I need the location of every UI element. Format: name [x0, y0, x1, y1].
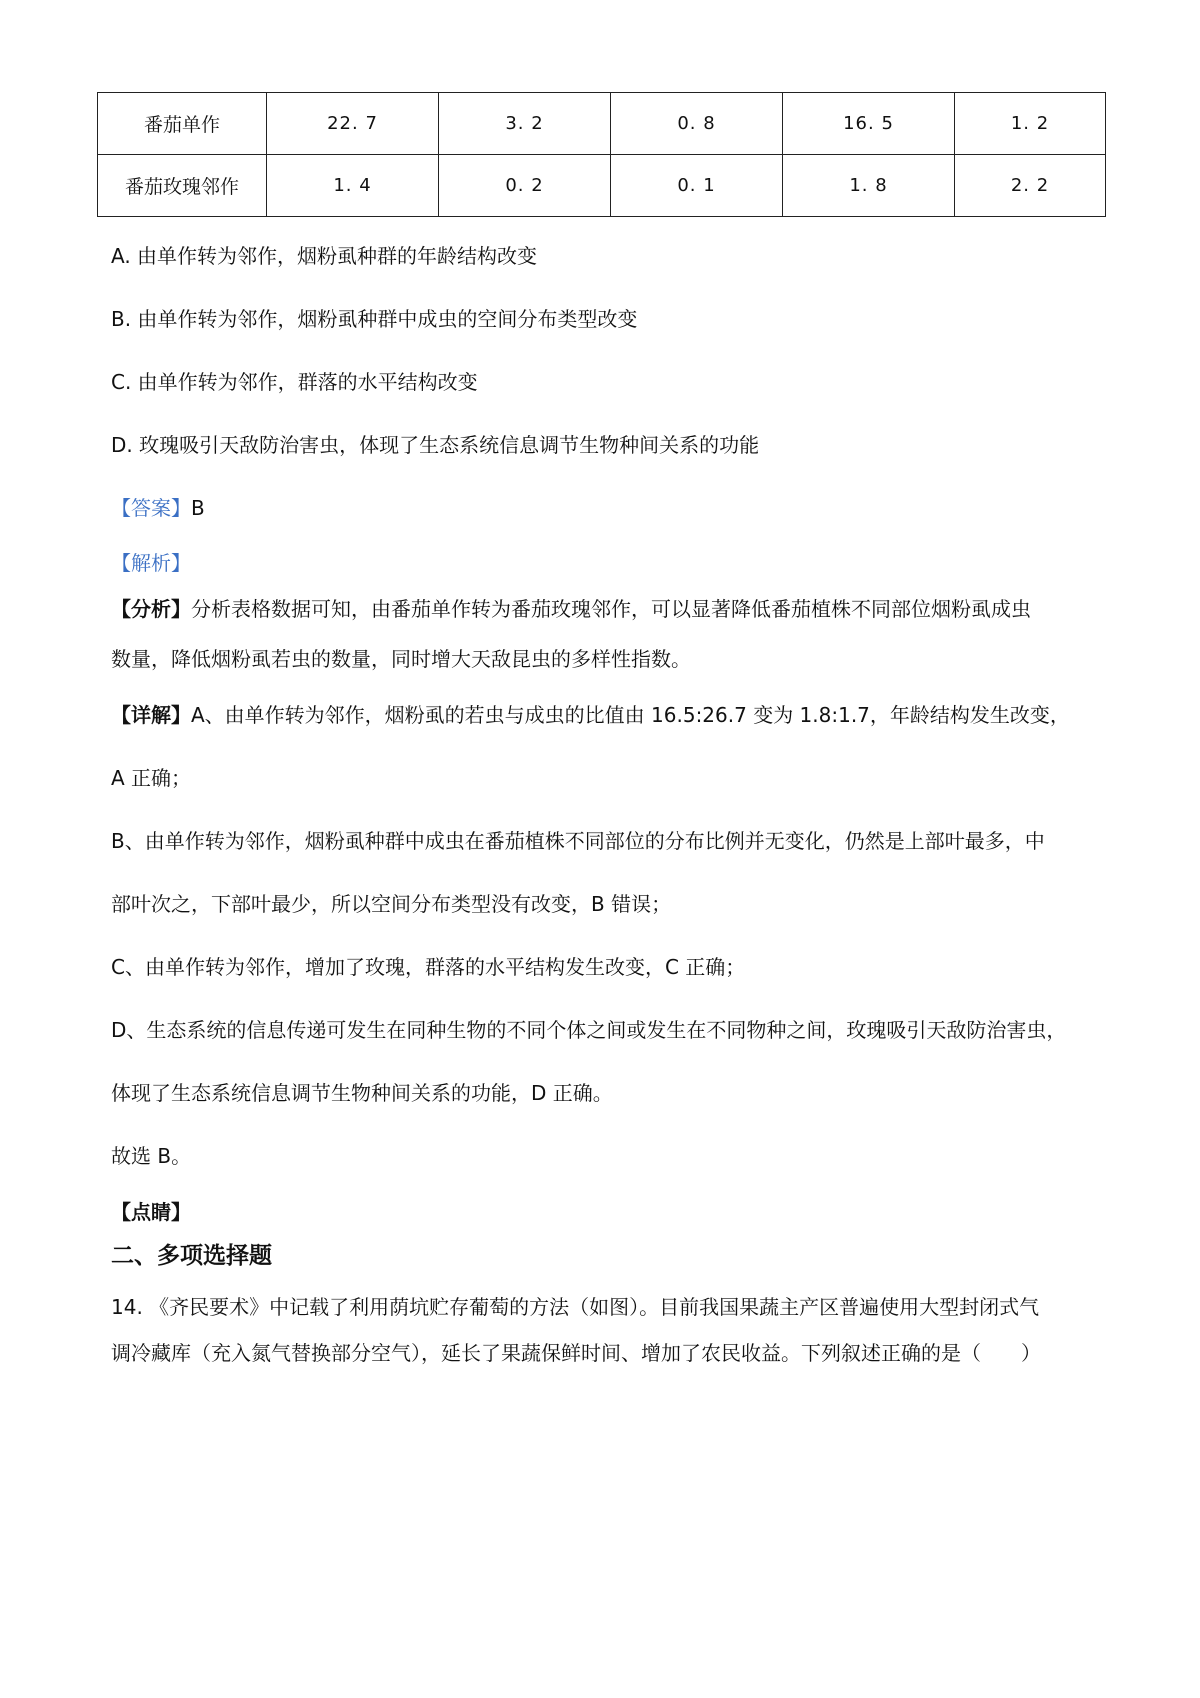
- answer-line: [111, 494, 205, 522]
- xiangjie-line-1: [111, 701, 1070, 729]
- xiangjie-line-6: D、生态系统的信息传递可发生在同种生物的不同个体之间或发生在不同物种之间，玫瑰吸引天敌防治害虫，: [111, 1018, 1067, 1042]
- fenxi-line-1: [111, 595, 1031, 623]
- option-d: D. 玫瑰吸引天敌防治害虫，体现了生态系统信息调节生物种间关系的功能: [111, 433, 760, 457]
- table-cell: 1. 2: [955, 93, 1106, 155]
- row-label: 番茄单作: [98, 93, 267, 155]
- row-label: 番茄玫瑰邻作: [98, 155, 267, 217]
- table-cell: 22. 7: [267, 93, 439, 155]
- table-cell: 2. 2: [955, 155, 1106, 217]
- xiangjie-tag: 【详解】: [111, 703, 191, 727]
- table-row: [98, 155, 1106, 217]
- xiangjie-line-2: A 正确；: [111, 766, 192, 790]
- fenxi-tag: 【分析】: [111, 597, 191, 621]
- table-cell: 0. 8: [611, 93, 783, 155]
- table-cell: 0. 1: [611, 155, 783, 217]
- xiangjie-line-3: B、由单作转为邻作，烟粉虱种群中成虫在番茄植株不同部位的分布比例并无变化，仍然是上部叶最多，中: [111, 829, 1045, 853]
- xiangjie-text: A、由单作转为邻作，烟粉虱的若虫与成虫的比值由 16.5:26.7 变为 1.8:1.7，年龄结构发生改变，: [191, 703, 1070, 727]
- xiangjie-line-8: 故选 B。: [111, 1144, 192, 1168]
- table-cell: 1. 8: [783, 155, 955, 217]
- option-c: C. 由单作转为邻作，群落的水平结构改变: [111, 370, 478, 394]
- data-table: [97, 92, 1106, 217]
- table-row: [98, 93, 1106, 155]
- fenxi-text: 分析表格数据可知，由番茄单作转为番茄玫瑰邻作，可以显著降低番茄植株不同部位烟粉虱成虫: [191, 597, 1031, 621]
- answer-value: B: [191, 496, 205, 520]
- question-14-line-2: 调冷藏库（充入氮气替换部分空气），延长了果蔬保鲜时间、增加了农民收益。下列叙述正确的是（ ）: [111, 1341, 1041, 1365]
- xiangjie-line-5: C、由单作转为邻作，增加了玫瑰，群落的水平结构发生改变，C 正确；: [111, 955, 746, 979]
- table-cell: 16. 5: [783, 93, 955, 155]
- option-a: A. 由单作转为邻作，烟粉虱种群的年龄结构改变: [111, 244, 538, 268]
- table-cell: 0. 2: [439, 155, 611, 217]
- table-cell: 1. 4: [267, 155, 439, 217]
- answer-tag: 【答案】: [111, 496, 191, 520]
- section-heading: 二、多项选择题: [111, 1243, 272, 1269]
- fenxi-line-2: 数量，降低烟粉虱若虫的数量，同时增大天敌昆虫的多样性指数。: [111, 647, 691, 671]
- option-b: B. 由单作转为邻作，烟粉虱种群中成虫的空间分布类型改变: [111, 307, 638, 331]
- xiangjie-line-7: 体现了生态系统信息调节生物种间关系的功能，D 正确。: [111, 1081, 613, 1105]
- table-cell: 3. 2: [439, 93, 611, 155]
- dianjing-tag: 【点睛】: [111, 1200, 191, 1224]
- question-14-line-1: 14. 《齐民要术》中记载了利用荫坑贮存葡萄的方法（如图）。目前我国果蔬主产区普遍使用大型封闭式气: [111, 1295, 1040, 1319]
- analysis-tag: 【解析】: [111, 551, 191, 575]
- xiangjie-line-4: 部叶次之，下部叶最少，所以空间分布类型没有改变，B 错误；: [111, 892, 672, 916]
